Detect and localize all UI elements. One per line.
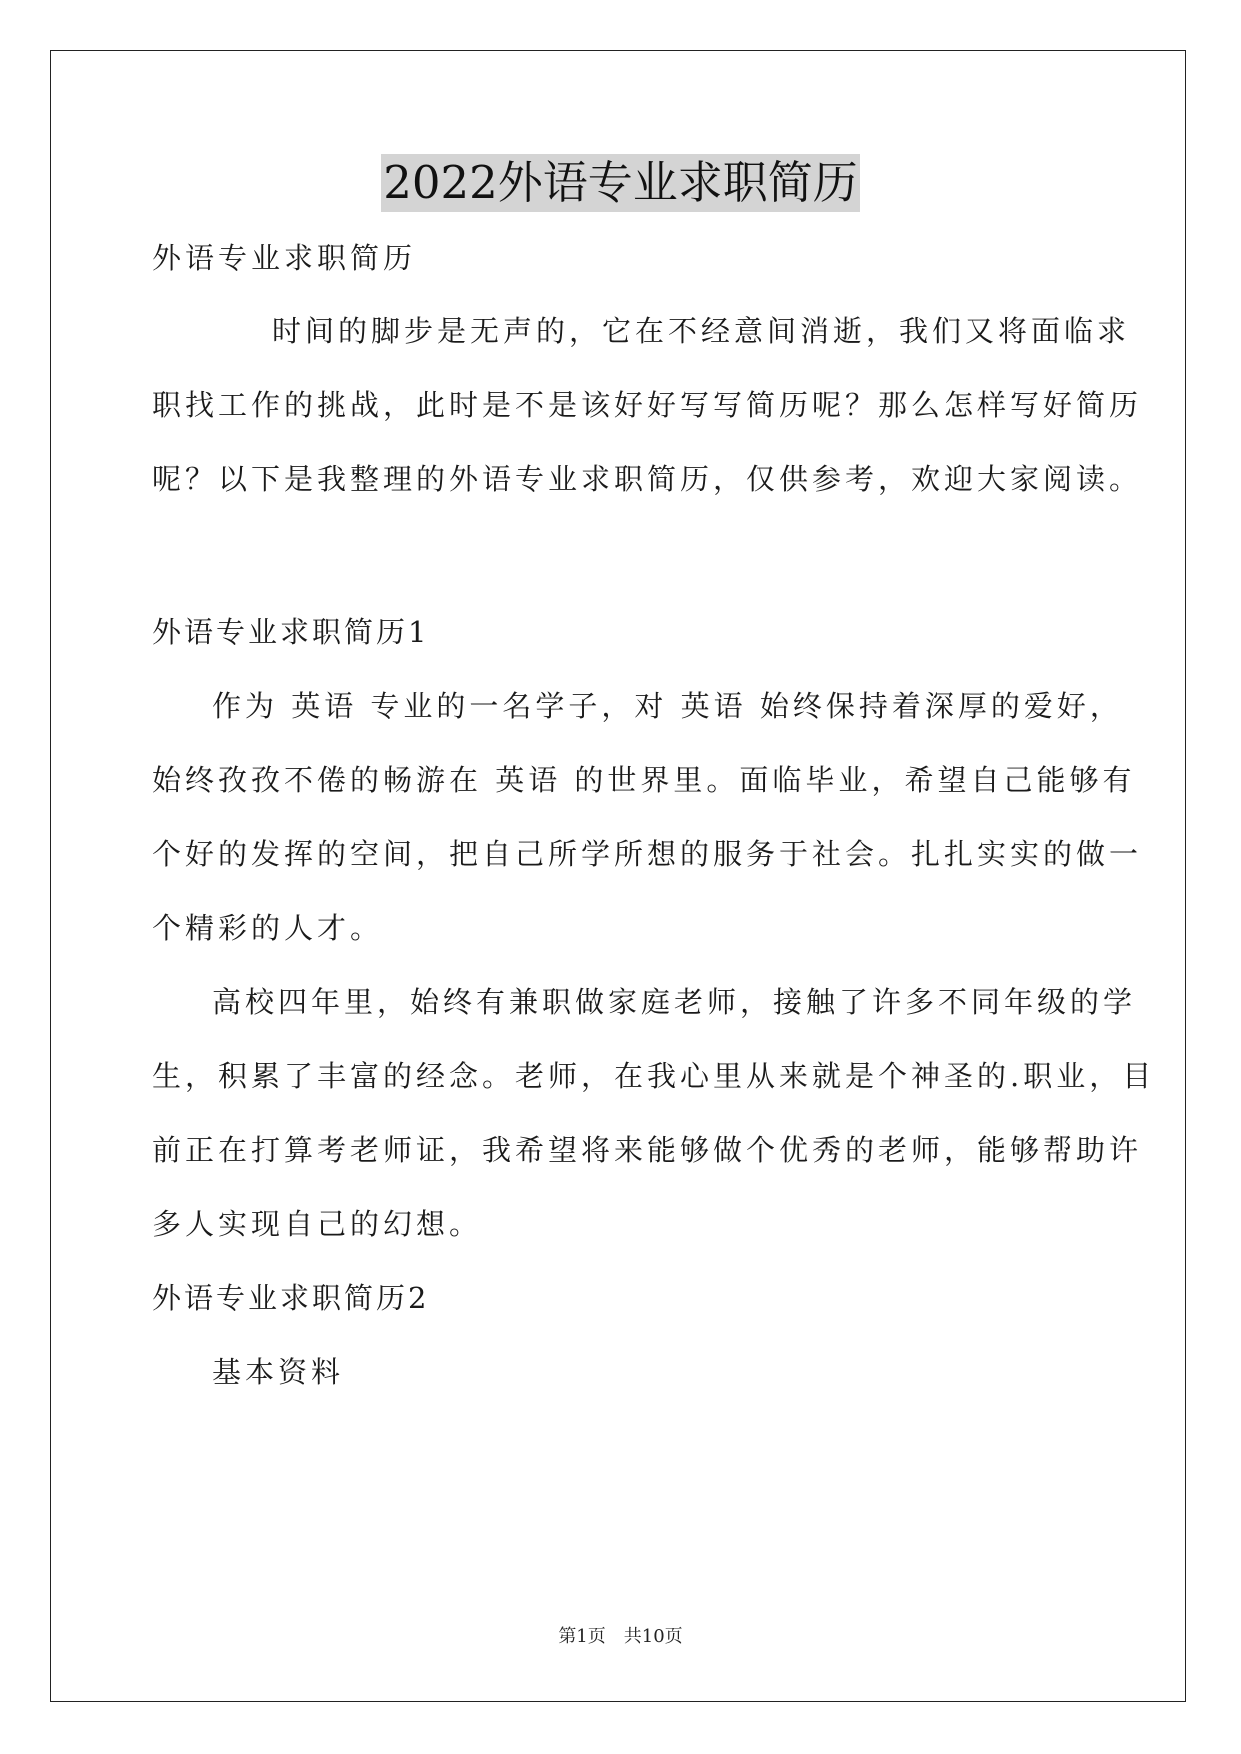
intro-line-2: 职找工作的挑战，此时是不是该好好写写简历呢？那么怎样写好简历: [152, 388, 1143, 422]
section-1-para-1-line-4: 个精彩的人才。: [152, 911, 384, 945]
section-2-heading: 外语专业求职简历2: [152, 1281, 430, 1315]
page-total: 共10页: [623, 1626, 683, 1647]
section-2-subheading: 基本资料: [212, 1355, 345, 1389]
title-container: [0, 154, 1241, 212]
section-1-para-1-line-3: 个好的发挥的空间，把自己所学所想的服务于社会。扎扎实实的做一: [152, 837, 1143, 871]
intro-line-1: 时间的脚步是无声的，它在不经意间消逝，我们又将面临求: [272, 314, 1131, 348]
intro-line-3: 呢？以下是我整理的外语专业求职简历，仅供参考，欢迎大家阅读。: [152, 462, 1143, 496]
section-1-para-2-line-1: 高校四年里，始终有兼职做家庭老师，接触了许多不同年级的学: [212, 985, 1137, 1019]
section-1-para-2-line-4: 多人实现自己的幻想。: [152, 1207, 483, 1241]
page-number: 第1页: [558, 1626, 606, 1647]
page-border: [50, 50, 1186, 1702]
section-1-para-1-line-2: 始终孜孜不倦的畅游在 英语 的世界里。面临毕业，希望自己能够有: [152, 763, 1136, 797]
section-1-para-1-line-1: 作为 英语 专业的一名学子，对 英语 始终保持着深厚的爱好，: [212, 689, 1123, 723]
section-1-para-2-line-2: 生，积累了丰富的经念。老师，在我心里从来就是个神圣的.职业，目: [152, 1059, 1156, 1093]
page-footer: [0, 1625, 1241, 1649]
section-1-para-2-line-3: 前正在打算考老师证，我希望将来能够做个优秀的老师，能够帮助许: [152, 1133, 1143, 1167]
section-1-heading: 外语专业求职简历1: [152, 615, 430, 649]
document-title: 2022外语专业求职简历: [381, 154, 860, 212]
document-subtitle: 外语专业求职简历: [152, 241, 417, 275]
